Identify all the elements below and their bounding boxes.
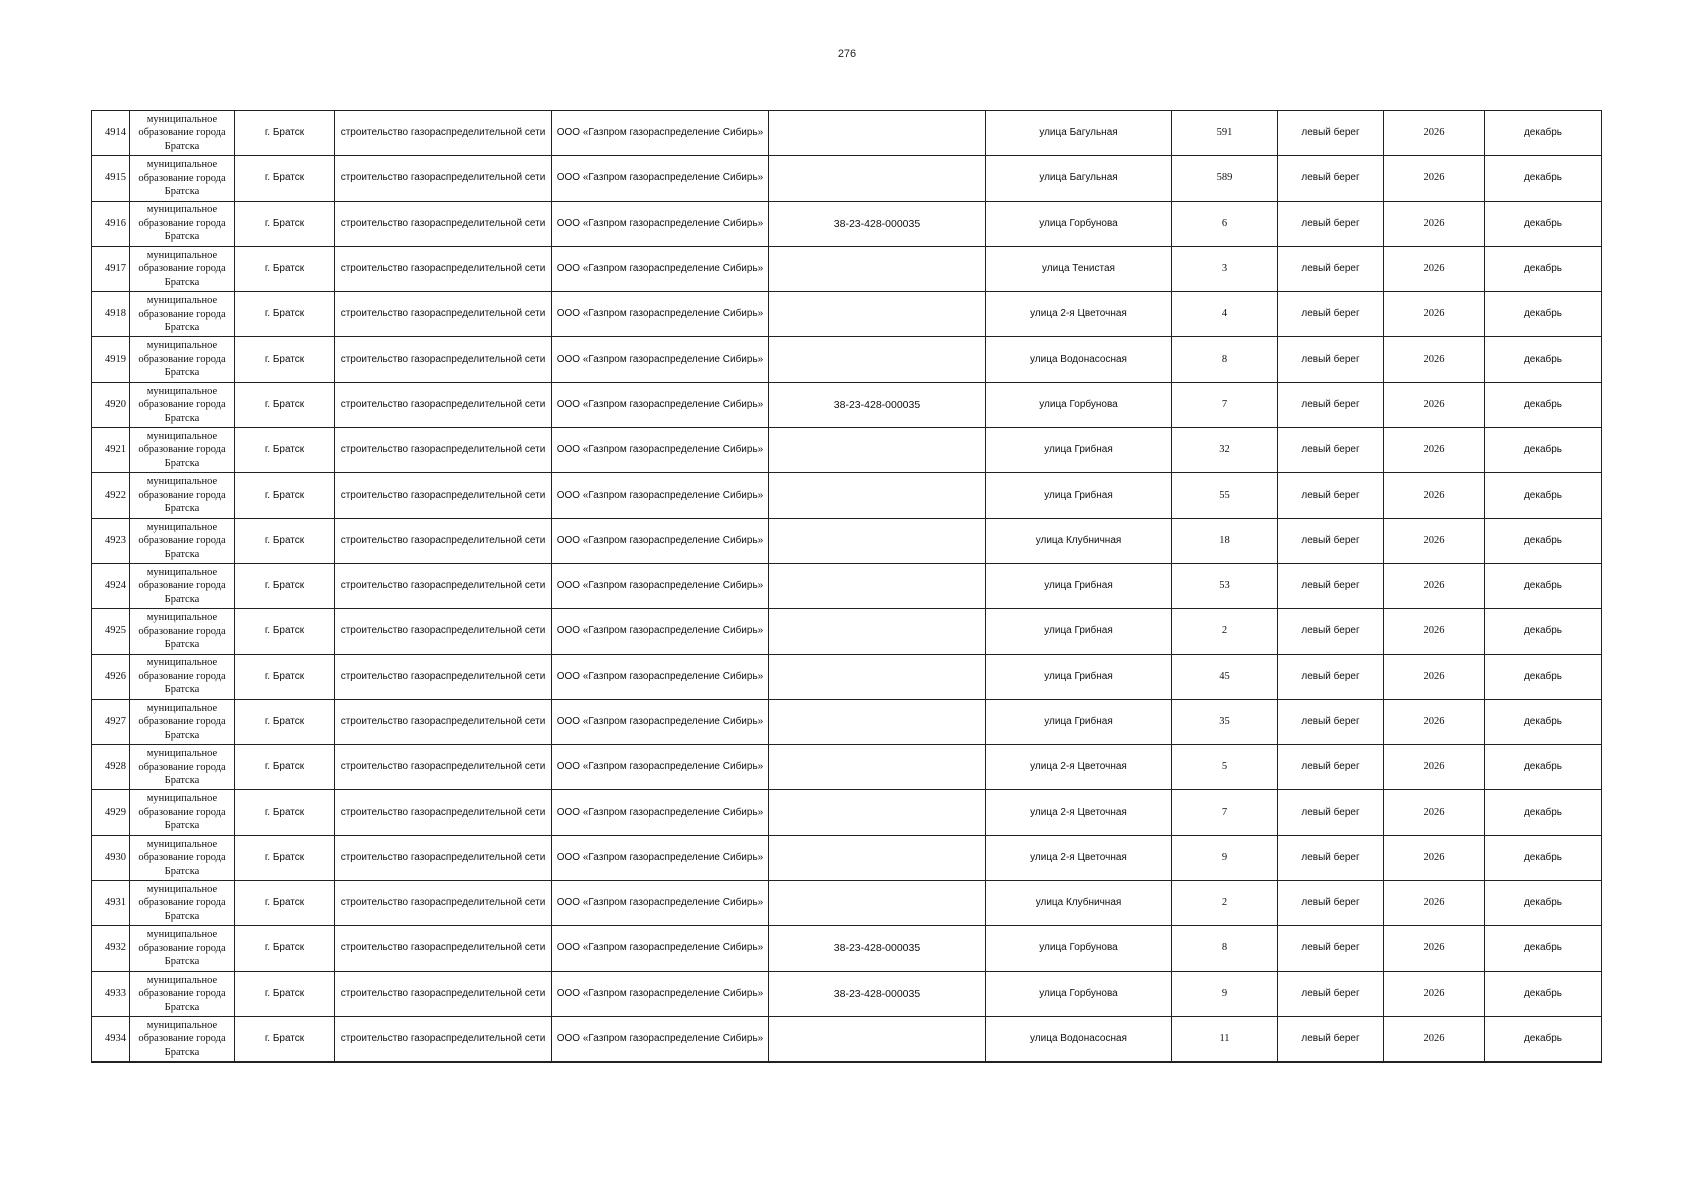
work-type-cell: строительство газораспределительной сети bbox=[335, 337, 552, 382]
year-cell: 2026 bbox=[1384, 1016, 1485, 1062]
street-cell: улица 2-я Цветочная bbox=[986, 745, 1172, 790]
registry-code-cell: 38-23-428-000035 bbox=[769, 382, 986, 427]
month-cell: декабрь bbox=[1485, 246, 1602, 291]
month-cell: декабрь bbox=[1485, 881, 1602, 926]
municipality-cell: муниципальное образование города Братска bbox=[130, 201, 235, 246]
organization-cell: ООО «Газпром газораспределение Сибирь» bbox=[552, 201, 769, 246]
house-number-cell: 589 bbox=[1172, 156, 1278, 201]
city-cell: г. Братск bbox=[235, 473, 335, 518]
month-cell: декабрь bbox=[1485, 563, 1602, 608]
table-row bbox=[92, 699, 1602, 744]
month-cell: декабрь bbox=[1485, 292, 1602, 337]
street-cell: улица Клубничная bbox=[986, 881, 1172, 926]
year-cell: 2026 bbox=[1384, 563, 1485, 608]
municipality-cell: муниципальное образование города Братска bbox=[130, 156, 235, 201]
street-cell: улица Водонасосная bbox=[986, 337, 1172, 382]
river-bank-cell: левый берег bbox=[1278, 654, 1384, 699]
registry-code-cell bbox=[769, 563, 986, 608]
city-cell: г. Братск bbox=[235, 835, 335, 880]
table-row bbox=[92, 428, 1602, 473]
row-number-cell: 4929 bbox=[92, 790, 130, 835]
row-number-cell: 4919 bbox=[92, 337, 130, 382]
organization-cell: ООО «Газпром газораспределение Сибирь» bbox=[552, 382, 769, 427]
month-cell: декабрь bbox=[1485, 337, 1602, 382]
organization-cell: ООО «Газпром газораспределение Сибирь» bbox=[552, 428, 769, 473]
year-cell: 2026 bbox=[1384, 382, 1485, 427]
city-cell: г. Братск bbox=[235, 609, 335, 654]
work-type-cell: строительство газораспределительной сети bbox=[335, 246, 552, 291]
registry-code-cell bbox=[769, 835, 986, 880]
year-cell: 2026 bbox=[1384, 518, 1485, 563]
year-cell: 2026 bbox=[1384, 156, 1485, 201]
year-cell: 2026 bbox=[1384, 881, 1485, 926]
city-cell: г. Братск bbox=[235, 563, 335, 608]
house-number-cell: 32 bbox=[1172, 428, 1278, 473]
city-cell: г. Братск bbox=[235, 518, 335, 563]
city-cell: г. Братск bbox=[235, 246, 335, 291]
work-type-cell: строительство газораспределительной сети bbox=[335, 926, 552, 971]
row-number-cell: 4917 bbox=[92, 246, 130, 291]
river-bank-cell: левый берег bbox=[1278, 790, 1384, 835]
city-cell: г. Братск bbox=[235, 654, 335, 699]
house-number-cell: 2 bbox=[1172, 881, 1278, 926]
river-bank-cell: левый берег bbox=[1278, 382, 1384, 427]
river-bank-cell: левый берег bbox=[1278, 337, 1384, 382]
row-number-cell: 4933 bbox=[92, 971, 130, 1016]
house-number-cell: 11 bbox=[1172, 1016, 1278, 1062]
municipality-cell: муниципальное образование города Братска bbox=[130, 292, 235, 337]
row-number-cell: 4923 bbox=[92, 518, 130, 563]
work-type-cell: строительство газораспределительной сети bbox=[335, 156, 552, 201]
city-cell: г. Братск bbox=[235, 111, 335, 156]
river-bank-cell: левый берег bbox=[1278, 428, 1384, 473]
row-number-cell: 4931 bbox=[92, 881, 130, 926]
organization-cell: ООО «Газпром газораспределение Сибирь» bbox=[552, 292, 769, 337]
year-cell: 2026 bbox=[1384, 111, 1485, 156]
month-cell: декабрь bbox=[1485, 654, 1602, 699]
year-cell: 2026 bbox=[1384, 926, 1485, 971]
street-cell: улица Тенистая bbox=[986, 246, 1172, 291]
month-cell: декабрь bbox=[1485, 111, 1602, 156]
work-type-cell: строительство газораспределительной сети bbox=[335, 382, 552, 427]
street-cell: улица Водонасосная bbox=[986, 1016, 1172, 1062]
city-cell: г. Братск bbox=[235, 926, 335, 971]
street-cell: улица Грибная bbox=[986, 428, 1172, 473]
work-type-cell: строительство газораспределительной сети bbox=[335, 1016, 552, 1062]
organization-cell: ООО «Газпром газораспределение Сибирь» bbox=[552, 745, 769, 790]
month-cell: декабрь bbox=[1485, 156, 1602, 201]
organization-cell: ООО «Газпром газораспределение Сибирь» bbox=[552, 473, 769, 518]
house-number-cell: 45 bbox=[1172, 654, 1278, 699]
house-number-cell: 9 bbox=[1172, 971, 1278, 1016]
registry-code-cell bbox=[769, 428, 986, 473]
table-row bbox=[92, 156, 1602, 201]
municipality-cell: муниципальное образование города Братска bbox=[130, 111, 235, 156]
city-cell: г. Братск bbox=[235, 201, 335, 246]
registry-code-cell bbox=[769, 246, 986, 291]
house-number-cell: 18 bbox=[1172, 518, 1278, 563]
month-cell: декабрь bbox=[1485, 971, 1602, 1016]
registry-code-cell bbox=[769, 654, 986, 699]
row-number-cell: 4916 bbox=[92, 201, 130, 246]
registry-code-cell bbox=[769, 881, 986, 926]
row-number-cell: 4924 bbox=[92, 563, 130, 608]
street-cell: улица Грибная bbox=[986, 563, 1172, 608]
month-cell: декабрь bbox=[1485, 382, 1602, 427]
month-cell: декабрь bbox=[1485, 1016, 1602, 1062]
street-cell: улица Грибная bbox=[986, 609, 1172, 654]
house-number-cell: 53 bbox=[1172, 563, 1278, 608]
year-cell: 2026 bbox=[1384, 473, 1485, 518]
municipality-cell: муниципальное образование города Братска bbox=[130, 337, 235, 382]
year-cell: 2026 bbox=[1384, 745, 1485, 790]
house-number-cell: 55 bbox=[1172, 473, 1278, 518]
river-bank-cell: левый берег bbox=[1278, 926, 1384, 971]
city-cell: г. Братск bbox=[235, 699, 335, 744]
work-type-cell: строительство газораспределительной сети bbox=[335, 428, 552, 473]
municipality-cell: муниципальное образование города Братска bbox=[130, 246, 235, 291]
month-cell: декабрь bbox=[1485, 428, 1602, 473]
year-cell: 2026 bbox=[1384, 337, 1485, 382]
gasification-schedule-table bbox=[91, 110, 1602, 1063]
street-cell: улица 2-я Цветочная bbox=[986, 790, 1172, 835]
work-type-cell: строительство газораспределительной сети bbox=[335, 111, 552, 156]
work-type-cell: строительство газораспределительной сети bbox=[335, 699, 552, 744]
table-body bbox=[92, 111, 1602, 1063]
year-cell: 2026 bbox=[1384, 971, 1485, 1016]
row-number-cell: 4918 bbox=[92, 292, 130, 337]
street-cell: улица Клубничная bbox=[986, 518, 1172, 563]
organization-cell: ООО «Газпром газораспределение Сибирь» bbox=[552, 881, 769, 926]
river-bank-cell: левый берег bbox=[1278, 745, 1384, 790]
year-cell: 2026 bbox=[1384, 246, 1485, 291]
municipality-cell: муниципальное образование города Братска bbox=[130, 971, 235, 1016]
organization-cell: ООО «Газпром газораспределение Сибирь» bbox=[552, 563, 769, 608]
house-number-cell: 8 bbox=[1172, 337, 1278, 382]
registry-code-cell: 38-23-428-000035 bbox=[769, 201, 986, 246]
table-row bbox=[92, 654, 1602, 699]
river-bank-cell: левый берег bbox=[1278, 1016, 1384, 1062]
table-row bbox=[92, 971, 1602, 1016]
municipality-cell: муниципальное образование города Братска bbox=[130, 745, 235, 790]
registry-code-cell bbox=[769, 699, 986, 744]
municipality-cell: муниципальное образование города Братска bbox=[130, 654, 235, 699]
row-number-cell: 4927 bbox=[92, 699, 130, 744]
month-cell: декабрь bbox=[1485, 790, 1602, 835]
street-cell: улица Горбунова bbox=[986, 926, 1172, 971]
registry-code-cell bbox=[769, 745, 986, 790]
row-number-cell: 4934 bbox=[92, 1016, 130, 1062]
work-type-cell: строительство газораспределительной сети bbox=[335, 609, 552, 654]
street-cell: улица Багульная bbox=[986, 111, 1172, 156]
registry-code-cell bbox=[769, 1016, 986, 1062]
work-type-cell: строительство газораспределительной сети bbox=[335, 292, 552, 337]
organization-cell: ООО «Газпром газораспределение Сибирь» bbox=[552, 156, 769, 201]
house-number-cell: 3 bbox=[1172, 246, 1278, 291]
row-number-cell: 4926 bbox=[92, 654, 130, 699]
table-row bbox=[92, 745, 1602, 790]
month-cell: декабрь bbox=[1485, 745, 1602, 790]
organization-cell: ООО «Газпром газораспределение Сибирь» bbox=[552, 835, 769, 880]
river-bank-cell: левый берег bbox=[1278, 881, 1384, 926]
river-bank-cell: левый берег bbox=[1278, 156, 1384, 201]
table-row bbox=[92, 835, 1602, 880]
table-row bbox=[92, 563, 1602, 608]
street-cell: улица 2-я Цветочная bbox=[986, 835, 1172, 880]
work-type-cell: строительство газораспределительной сети bbox=[335, 518, 552, 563]
municipality-cell: муниципальное образование города Братска bbox=[130, 518, 235, 563]
city-cell: г. Братск bbox=[235, 881, 335, 926]
city-cell: г. Братск bbox=[235, 790, 335, 835]
municipality-cell: муниципальное образование города Братска bbox=[130, 609, 235, 654]
month-cell: декабрь bbox=[1485, 201, 1602, 246]
row-number-cell: 4922 bbox=[92, 473, 130, 518]
work-type-cell: строительство газораспределительной сети bbox=[335, 654, 552, 699]
municipality-cell: муниципальное образование города Братска bbox=[130, 1016, 235, 1062]
table-row bbox=[92, 111, 1602, 156]
organization-cell: ООО «Газпром газораспределение Сибирь» bbox=[552, 518, 769, 563]
table-row bbox=[92, 1016, 1602, 1062]
table-row bbox=[92, 881, 1602, 926]
house-number-cell: 4 bbox=[1172, 292, 1278, 337]
municipality-cell: муниципальное образование города Братска bbox=[130, 428, 235, 473]
street-cell: улица Горбунова bbox=[986, 382, 1172, 427]
table-row bbox=[92, 518, 1602, 563]
river-bank-cell: левый берег bbox=[1278, 699, 1384, 744]
municipality-cell: муниципальное образование города Братска bbox=[130, 790, 235, 835]
city-cell: г. Братск bbox=[235, 156, 335, 201]
page-number: 276 bbox=[837, 48, 857, 60]
year-cell: 2026 bbox=[1384, 428, 1485, 473]
house-number-cell: 35 bbox=[1172, 699, 1278, 744]
city-cell: г. Братск bbox=[235, 382, 335, 427]
registry-code-cell bbox=[769, 156, 986, 201]
year-cell: 2026 bbox=[1384, 835, 1485, 880]
street-cell: улица Грибная bbox=[986, 654, 1172, 699]
organization-cell: ООО «Газпром газораспределение Сибирь» bbox=[552, 246, 769, 291]
organization-cell: ООО «Газпром газораспределение Сибирь» bbox=[552, 790, 769, 835]
street-cell: улица Багульная bbox=[986, 156, 1172, 201]
table-row bbox=[92, 790, 1602, 835]
table-row bbox=[92, 292, 1602, 337]
table-row bbox=[92, 473, 1602, 518]
organization-cell: ООО «Газпром газораспределение Сибирь» bbox=[552, 337, 769, 382]
city-cell: г. Братск bbox=[235, 428, 335, 473]
city-cell: г. Братск bbox=[235, 1016, 335, 1062]
municipality-cell: муниципальное образование города Братска bbox=[130, 835, 235, 880]
river-bank-cell: левый берег bbox=[1278, 201, 1384, 246]
organization-cell: ООО «Газпром газораспределение Сибирь» bbox=[552, 609, 769, 654]
city-cell: г. Братск bbox=[235, 292, 335, 337]
work-type-cell: строительство газораспределительной сети bbox=[335, 881, 552, 926]
year-cell: 2026 bbox=[1384, 654, 1485, 699]
table-row bbox=[92, 926, 1602, 971]
year-cell: 2026 bbox=[1384, 609, 1485, 654]
registry-code-cell bbox=[769, 111, 986, 156]
city-cell: г. Братск bbox=[235, 971, 335, 1016]
street-cell: улица Горбунова bbox=[986, 971, 1172, 1016]
house-number-cell: 5 bbox=[1172, 745, 1278, 790]
month-cell: декабрь bbox=[1485, 609, 1602, 654]
row-number-cell: 4928 bbox=[92, 745, 130, 790]
work-type-cell: строительство газораспределительной сети bbox=[335, 745, 552, 790]
registry-code-cell bbox=[769, 473, 986, 518]
table-row bbox=[92, 337, 1602, 382]
year-cell: 2026 bbox=[1384, 201, 1485, 246]
river-bank-cell: левый берег bbox=[1278, 971, 1384, 1016]
house-number-cell: 7 bbox=[1172, 382, 1278, 427]
registry-code-cell bbox=[769, 292, 986, 337]
street-cell: улица 2-я Цветочная bbox=[986, 292, 1172, 337]
work-type-cell: строительство газораспределительной сети bbox=[335, 790, 552, 835]
organization-cell: ООО «Газпром газораспределение Сибирь» bbox=[552, 926, 769, 971]
year-cell: 2026 bbox=[1384, 699, 1485, 744]
work-type-cell: строительство газораспределительной сети bbox=[335, 201, 552, 246]
river-bank-cell: левый берег bbox=[1278, 246, 1384, 291]
city-cell: г. Братск bbox=[235, 745, 335, 790]
year-cell: 2026 bbox=[1384, 790, 1485, 835]
river-bank-cell: левый берег bbox=[1278, 518, 1384, 563]
organization-cell: ООО «Газпром газораспределение Сибирь» bbox=[552, 1016, 769, 1062]
house-number-cell: 2 bbox=[1172, 609, 1278, 654]
river-bank-cell: левый берег bbox=[1278, 563, 1384, 608]
registry-code-cell: 38-23-428-000035 bbox=[769, 926, 986, 971]
registry-code-cell bbox=[769, 609, 986, 654]
street-cell: улица Грибная bbox=[986, 699, 1172, 744]
row-number-cell: 4920 bbox=[92, 382, 130, 427]
row-number-cell: 4914 bbox=[92, 111, 130, 156]
registry-code-cell bbox=[769, 337, 986, 382]
house-number-cell: 6 bbox=[1172, 201, 1278, 246]
municipality-cell: муниципальное образование города Братска bbox=[130, 382, 235, 427]
municipality-cell: муниципальное образование города Братска bbox=[130, 473, 235, 518]
organization-cell: ООО «Газпром газораспределение Сибирь» bbox=[552, 699, 769, 744]
river-bank-cell: левый берег bbox=[1278, 835, 1384, 880]
registry-code-cell bbox=[769, 518, 986, 563]
row-number-cell: 4930 bbox=[92, 835, 130, 880]
work-type-cell: строительство газораспределительной сети bbox=[335, 563, 552, 608]
city-cell: г. Братск bbox=[235, 337, 335, 382]
table-row bbox=[92, 609, 1602, 654]
municipality-cell: муниципальное образование города Братска bbox=[130, 926, 235, 971]
month-cell: декабрь bbox=[1485, 518, 1602, 563]
street-cell: улица Грибная bbox=[986, 473, 1172, 518]
house-number-cell: 591 bbox=[1172, 111, 1278, 156]
month-cell: декабрь bbox=[1485, 926, 1602, 971]
work-type-cell: строительство газораспределительной сети bbox=[335, 971, 552, 1016]
organization-cell: ООО «Газпром газораспределение Сибирь» bbox=[552, 654, 769, 699]
year-cell: 2026 bbox=[1384, 292, 1485, 337]
table-row bbox=[92, 201, 1602, 246]
row-number-cell: 4915 bbox=[92, 156, 130, 201]
house-number-cell: 9 bbox=[1172, 835, 1278, 880]
month-cell: декабрь bbox=[1485, 473, 1602, 518]
house-number-cell: 7 bbox=[1172, 790, 1278, 835]
row-number-cell: 4921 bbox=[92, 428, 130, 473]
municipality-cell: муниципальное образование города Братска bbox=[130, 881, 235, 926]
river-bank-cell: левый берег bbox=[1278, 111, 1384, 156]
organization-cell: ООО «Газпром газораспределение Сибирь» bbox=[552, 111, 769, 156]
municipality-cell: муниципальное образование города Братска bbox=[130, 699, 235, 744]
table-row bbox=[92, 382, 1602, 427]
registry-code-cell bbox=[769, 790, 986, 835]
month-cell: декабрь bbox=[1485, 699, 1602, 744]
table-row bbox=[92, 246, 1602, 291]
street-cell: улица Горбунова bbox=[986, 201, 1172, 246]
work-type-cell: строительство газораспределительной сети bbox=[335, 835, 552, 880]
house-number-cell: 8 bbox=[1172, 926, 1278, 971]
row-number-cell: 4925 bbox=[92, 609, 130, 654]
river-bank-cell: левый берег bbox=[1278, 473, 1384, 518]
work-type-cell: строительство газораспределительной сети bbox=[335, 473, 552, 518]
river-bank-cell: левый берег bbox=[1278, 292, 1384, 337]
municipality-cell: муниципальное образование города Братска bbox=[130, 563, 235, 608]
river-bank-cell: левый берег bbox=[1278, 609, 1384, 654]
organization-cell: ООО «Газпром газораспределение Сибирь» bbox=[552, 971, 769, 1016]
month-cell: декабрь bbox=[1485, 835, 1602, 880]
registry-code-cell: 38-23-428-000035 bbox=[769, 971, 986, 1016]
row-number-cell: 4932 bbox=[92, 926, 130, 971]
